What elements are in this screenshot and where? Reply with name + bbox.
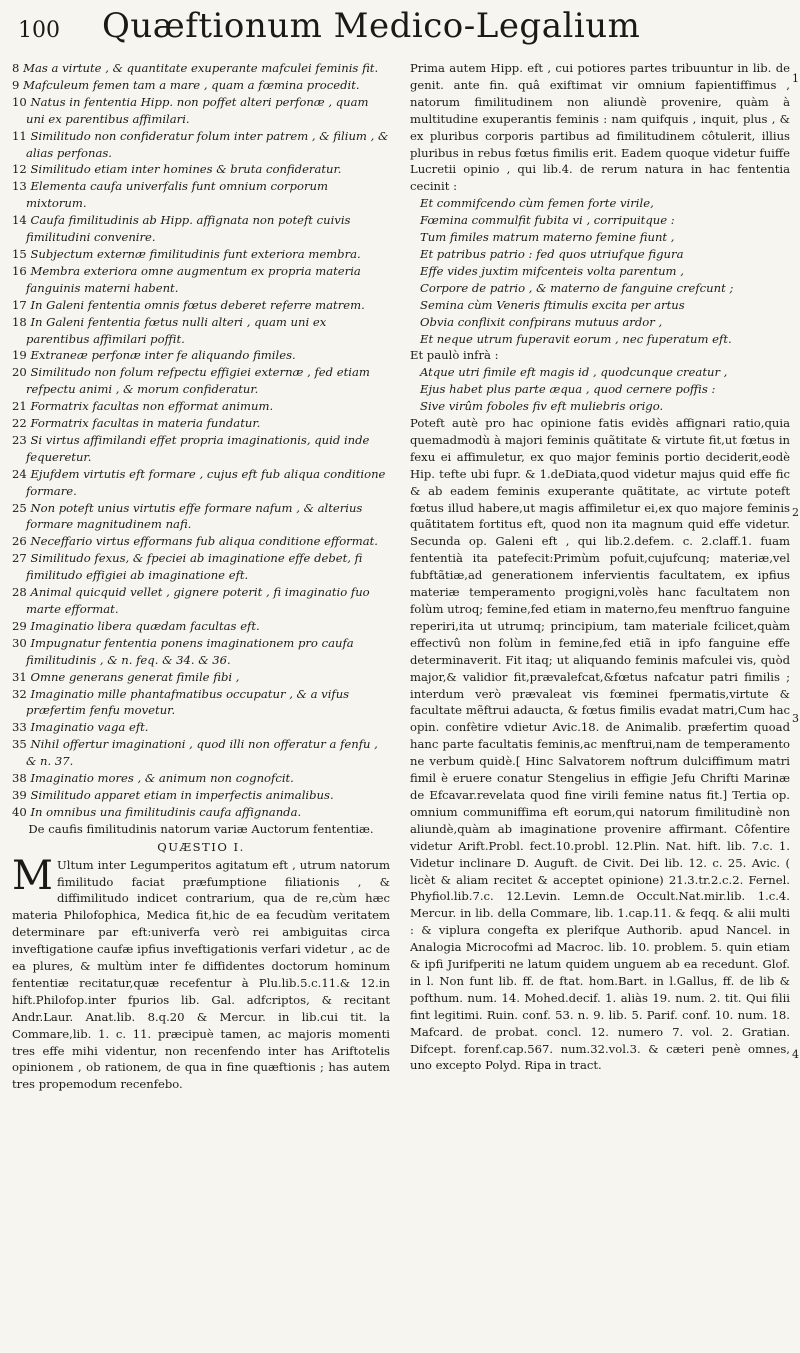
- index-text: Imaginatio mores , & animum non cognofcit.: [30, 771, 294, 786]
- index-text: Similitudo etiam inter homines & bruta confideratur.: [30, 162, 342, 177]
- index-number: 32: [12, 686, 27, 701]
- body-paragraph-1: Prima autem Hipp. eft , cui potiores partes tribuuntur in lib. de genit. ante fin. quâ exiftimat vir omnium fapientiffimus , natorum fimilitudinem non aliundè provenire, quàm à multitudine exuperantis feminis : nam quifquis , inquit, plus , & ex pluribus corporis partibus ad fimilitudinem côtulerit, illius pluribus in rebus fœtus fimilis erit. Eadem quoque videtur fuiffe Lucretii opinio , qui lib.4. de rerum natura in hac fententia cecinit :: [410, 61, 790, 194]
- index-number: 11: [12, 128, 27, 143]
- index-entry: [12, 128, 390, 162]
- verse-block-1: [410, 195, 790, 347]
- index-text: Imaginatio vaga eft.: [30, 720, 149, 735]
- index-text: Ejufdem virtutis eft formare , cujus eft fub aliqua conditione formare.: [26, 466, 386, 498]
- index-number: 33: [12, 720, 27, 735]
- index-number: 14: [12, 213, 27, 228]
- verse-line: Effe vides juxtim mifcenteis volta parentum ,: [420, 263, 684, 278]
- index-number: 21: [12, 399, 27, 414]
- margin-note: 3: [792, 712, 799, 725]
- index-number: 8: [12, 61, 20, 75]
- verse-line: Fœmina commulfit fubita vi , corripuitque :: [420, 213, 675, 228]
- index-number: 40: [12, 804, 27, 819]
- index-text: Similitudo non folum refpectu effigiei externæ , fed etiam refpectu animi , & morum confideratur.: [26, 365, 370, 397]
- section-intro: De caufis fimilitudinis natorum variæ Auctorum fententiæ.: [28, 821, 374, 836]
- summary-index: [12, 60, 390, 821]
- index-number: 12: [12, 162, 27, 177]
- index-entry: [12, 161, 390, 178]
- index-entry: [12, 77, 390, 94]
- index-entry: [12, 719, 390, 736]
- index-text: Natus in fententia Hipp. non poffet alteri perfonæ , quam uni ex parentibus affimilari.: [26, 94, 369, 126]
- left-column: [12, 60, 390, 1093]
- index-entry: [12, 415, 390, 432]
- index-entry: [12, 669, 390, 686]
- index-text: Mas a virtute , & quantitate exuperante mafculei feminis fit.: [23, 61, 379, 75]
- right-column: [410, 60, 790, 1074]
- verse-line: Et commifcendo cùm femen forte virile,: [420, 196, 654, 211]
- index-entry: [12, 686, 390, 720]
- index-number: 30: [12, 635, 27, 650]
- index-entry: [12, 466, 390, 500]
- index-entry: [12, 550, 390, 584]
- verse-line: Sive virûm foboles fiv eft muliebris origo.: [420, 399, 664, 414]
- index-number: 26: [12, 534, 27, 549]
- index-text: Subjectum externæ fimilitudinis funt exteriora membra.: [30, 246, 361, 261]
- index-entry: [12, 364, 390, 398]
- body-paragraph-left: [12, 852, 390, 1094]
- index-text: Imaginatio mille phantafmatibus occupatur , & a vifus præfertim fenfu movetur.: [26, 686, 350, 718]
- index-entry: [12, 212, 390, 246]
- verse-line: Ejus habet plus parte æqua , quod cernere poffis :: [420, 382, 716, 397]
- index-entry: [12, 618, 390, 635]
- index-entry: [12, 314, 390, 348]
- index-entry: [12, 736, 390, 770]
- index-entry: [12, 60, 390, 77]
- index-text: Similitudo fexus, & fpeciei ab imaginatione effe debet, fi fimilitudo effigiei ab imaginatione eft.: [26, 551, 363, 583]
- index-text: In omnibus una fimilitudinis caufa affignanda.: [30, 804, 302, 819]
- index-text: Si virtus affimilandi effet propria imaginationis, quid inde fequeretur.: [26, 432, 370, 464]
- index-text: Extraneæ perfonæ inter fe aliquando fimiles.: [30, 348, 296, 363]
- index-number: 16: [12, 263, 27, 278]
- index-number: 9: [12, 77, 20, 92]
- index-text: Formatrix facultas non efformat animum.: [30, 399, 274, 414]
- body-paragraph-3: Poteft autè pro hac opinione fatis evidès affignari ratio,quia quemadmodù à majori feminis quãtitate & virtute fit,ut fœtus in fexu ei affimuletur, ex quo major feminis portio deciderit,eodè Hip. tefte ubi fupr. & 1.deDiata,quod videtur majus quid effe fic & ab eadem feminis exuperante quãtitate, ac virtute poteft fœtus illud habere,ut magis affimiletur ei,ex quo majore feminis quãtitatem fortitus eft, quod non ita magnum quid effe videtur. Secunda op. Galeni eft , qui lib.2.defem. c. 2.claff.1. fuam fententià ita patefecit:Primùm pofuit,cujufcunq; materiæ,vel fubftãtiæ,ad generationem infervientis facultatem, ex ipfius materiæ temperamento progigni,volès hanc facultatem non folùm utroq; femine,fed etiam in materno,feu menftruo fanguine reperiri,ita ut utrumq; principium, tam materiale fcilicet,quàm effectivû non folùm in femine,fed etiã in ipfo fanguine effe determinaverit. Fit itaq; ut aliquando feminis mafculei vis, quòd major,& validior fit,prævalefcat,&fœtus nafcatur patri fimilis ; interdum verò prævaleat vis fœminei fpermatis,virtute & facultate mẽftrui adaucta, & fœtus fimilis evadat matri,Cum hac opin. confètire vdietur Avic.18. de Animalib. præfertim quoad hanc parte facultatis feminis,ac menftrui,nam de temperamento ne verbum quidè.[ Hinc Salvatorem noftrum dulciffimum matri fimil è eruere conatur Stengelius in effigie Jefu Chrifti Marinæ de Efcavar.revelata quod fine virili femine natus fit.] Tertia op. omnium communiffima eft eorum,qui natorum fimilitudinè non aliundè,quàm ab imaginatione provenire affirmant. Côfentire videtur Arift.Probl. fect.10.probl. 12.Plin. Nat. hift. lib. 7.c. 1. Videtur inclinare D. Auguft. de Civit. Dei lib. 12. c. 25. Avic. ( licèt & aliam recitet & acceptet opinione) 21.3.tr.2.c.2. Fernel. Phyfiol.lib.7.c. 12.Levin. Lemn.de Occult.Nat.mir.lib. 1.c.4. Mercur. in lib. della Commare, lib. 1.cap.11. & feqq. & alii multi : & viplura congefta ex plerifque Authorib. apud Nancel. in Analogia Microcofmi ad Macroc. lib. 10. problem. 5. quin etiam & ipfi Jurifperiti ne latum quidem unguem ab ea recedunt. Glof. in l. Non funt lib. ff. de ftat. hom.Bart. in l.Gallus, ff. de lib & pofthum. num. 14. Mohed.decif. 1. aliàs 19. num. 2. tit. Qui filii fint legitimi. Ruin. conf. 53. n. 9. lib. 5. Parif. conf. 10. num. 18. Mafcard. de probat. concl. 12. numero 7. vol. 2. Gratian. Difcept. forenf.cap.567. num.32.vol.3. & cæteri penè omnes, uno excepto Polyd. Ripa in tract.: [410, 416, 790, 1073]
- index-entry: [12, 246, 390, 263]
- margin-note: 4: [792, 1048, 799, 1061]
- index-text: Animal quicquid vellet , gignere poterit , fi imaginatio fuo marte efformat.: [26, 585, 370, 616]
- index-entry: [12, 94, 390, 128]
- margin-note: 2: [792, 506, 799, 519]
- drop-cap: M: [12, 852, 53, 899]
- index-number: 13: [12, 179, 27, 194]
- index-text: Non poteft unius virtutis effe formare nafum , & alterius formare magnitudinem nafi.: [26, 500, 363, 532]
- verse-line: Atque utri fimile eft magis id , quodcunque creatur ,: [420, 365, 728, 380]
- index-number: 18: [12, 314, 27, 329]
- verse-block-2: [410, 364, 790, 415]
- index-text: Similitudo non confideratur folum inter patrem , & filium , & alias perfonas.: [26, 128, 389, 160]
- index-text: Nihil offertur imaginationi , quod illi non offeratur a fenfu , & n. 37.: [26, 737, 378, 769]
- index-number: 22: [12, 416, 27, 431]
- index-number: 27: [12, 551, 27, 566]
- index-number: 29: [12, 618, 27, 633]
- index-text: Caufa fimilitudinis ab Hipp. affignata non poteft cuivis fimilitudini convenire.: [26, 213, 351, 245]
- index-number: 23: [12, 432, 27, 447]
- index-entry: [12, 432, 390, 466]
- index-number: 20: [12, 365, 27, 380]
- index-entry: [12, 178, 390, 212]
- index-entry: [12, 297, 390, 314]
- index-entry: [12, 347, 390, 364]
- index-number: 39: [12, 787, 27, 802]
- index-text: Mafculeum femen tam a mare , quam a fœmina procedit.: [23, 77, 360, 92]
- index-text: Formatrix facultas in materia fundatur.: [30, 416, 261, 431]
- index-entry: [12, 635, 390, 669]
- index-number: 35: [12, 737, 27, 752]
- verse-line: Obvia conflixit confpirans mutuus ardor ,: [420, 314, 663, 329]
- page-header: [14, 6, 794, 50]
- question-heading: QUÆSTIO I.: [157, 839, 245, 854]
- verse-line: Semina cùm Veneris ftimulis excita per artus: [420, 297, 685, 312]
- index-number: 28: [12, 585, 27, 600]
- index-number: 17: [12, 297, 27, 312]
- index-text: Imaginatio libera quædam facultas eft.: [30, 618, 260, 633]
- margin-note: 1: [792, 72, 799, 85]
- index-number: 15: [12, 246, 27, 261]
- index-entry: [12, 533, 390, 550]
- index-entry: [12, 787, 390, 804]
- index-entry: [12, 263, 390, 297]
- index-number: 10: [12, 94, 27, 109]
- body-paragraph-2: Et paulò infrà :: [410, 348, 499, 363]
- running-title: Quæftionum Medico-Legalium: [102, 6, 641, 46]
- index-entry: [12, 500, 390, 534]
- verse-line: Tum fimiles matrum materno femine fiunt ,: [420, 230, 675, 245]
- index-number: 19: [12, 348, 27, 363]
- index-text: Elementa caufa univerfalis funt omnium corporum mixtorum.: [26, 179, 328, 211]
- verse-line: Corpore de patrio , & materno de fanguine crefcunt ;: [420, 280, 734, 295]
- index-entry: [12, 584, 390, 618]
- index-text: Similitudo apparet etiam in imperfectis animalibus.: [30, 787, 334, 802]
- verse-line: Et patribus patrio : fed quos utriufque figura: [420, 246, 684, 261]
- verse-line: Et neque utrum fuperavit eorum , nec fuperatum eft.: [420, 331, 732, 346]
- index-number: 25: [12, 500, 27, 515]
- index-text: In Galeni fententia fœtus nulli alteri , quam uni ex parentibus affimilari poffit.: [26, 314, 327, 346]
- index-entry: [12, 398, 390, 415]
- index-entry: [12, 804, 390, 821]
- index-number: 38: [12, 771, 27, 786]
- index-text: Impugnatur fententia ponens imaginationem pro caufa fimilitudinis , & n. feq. & 34. & 36.: [26, 635, 354, 667]
- page-number: 100: [18, 18, 60, 43]
- index-text: Membra exteriora omne augmentum ex propria materia fanguinis materni habent.: [26, 263, 361, 295]
- index-number: 31: [12, 669, 27, 684]
- body-text-left: Ultum inter Legumperitos agitatum eft , utrum natorum fimilitudo faciat præfumptione filiationis , & diffimilitudo indicet contrarium, qua de re,cùm hæc materia Philofophica, Medica fit,hic de ea fecudùm veritatem determinare par eft:univerfa verò rei ambiguitas circa inveftigatione caufæ ipfius inveftigationis verfari videtur , ac de ea plures, & multùm inter fe diffidentes doctorum hominum fententiæ recitatur,quæ recefentur à Plu.lib.5.c.11.& 12.in hift.Philofop.inter fpurios lib. Gal. adfcriptos, & recitant Andr.Laur. Anat.lib. 8.q.20 & Mercur. in lib.cui tit. la Commare,lib. 1. c. 11. præcipuè tamen, ac majoris momenti tres effe mihi videntur, non recenfendo inter has Ariftotelis opinionem , ob rationem, de qua in fine quæftionis ; has autem tres propemodum recenfebo.: [12, 857, 390, 1092]
- index-entry: [12, 770, 390, 787]
- index-text: Neceffario virtus efformans fub aliqua conditione efformat.: [30, 534, 378, 549]
- index-text: In Galeni fententia omnis fœtus deberet referre matrem.: [30, 297, 365, 312]
- index-number: 24: [12, 466, 27, 481]
- index-text: Omne generans generat fimile fibi ,: [30, 669, 240, 684]
